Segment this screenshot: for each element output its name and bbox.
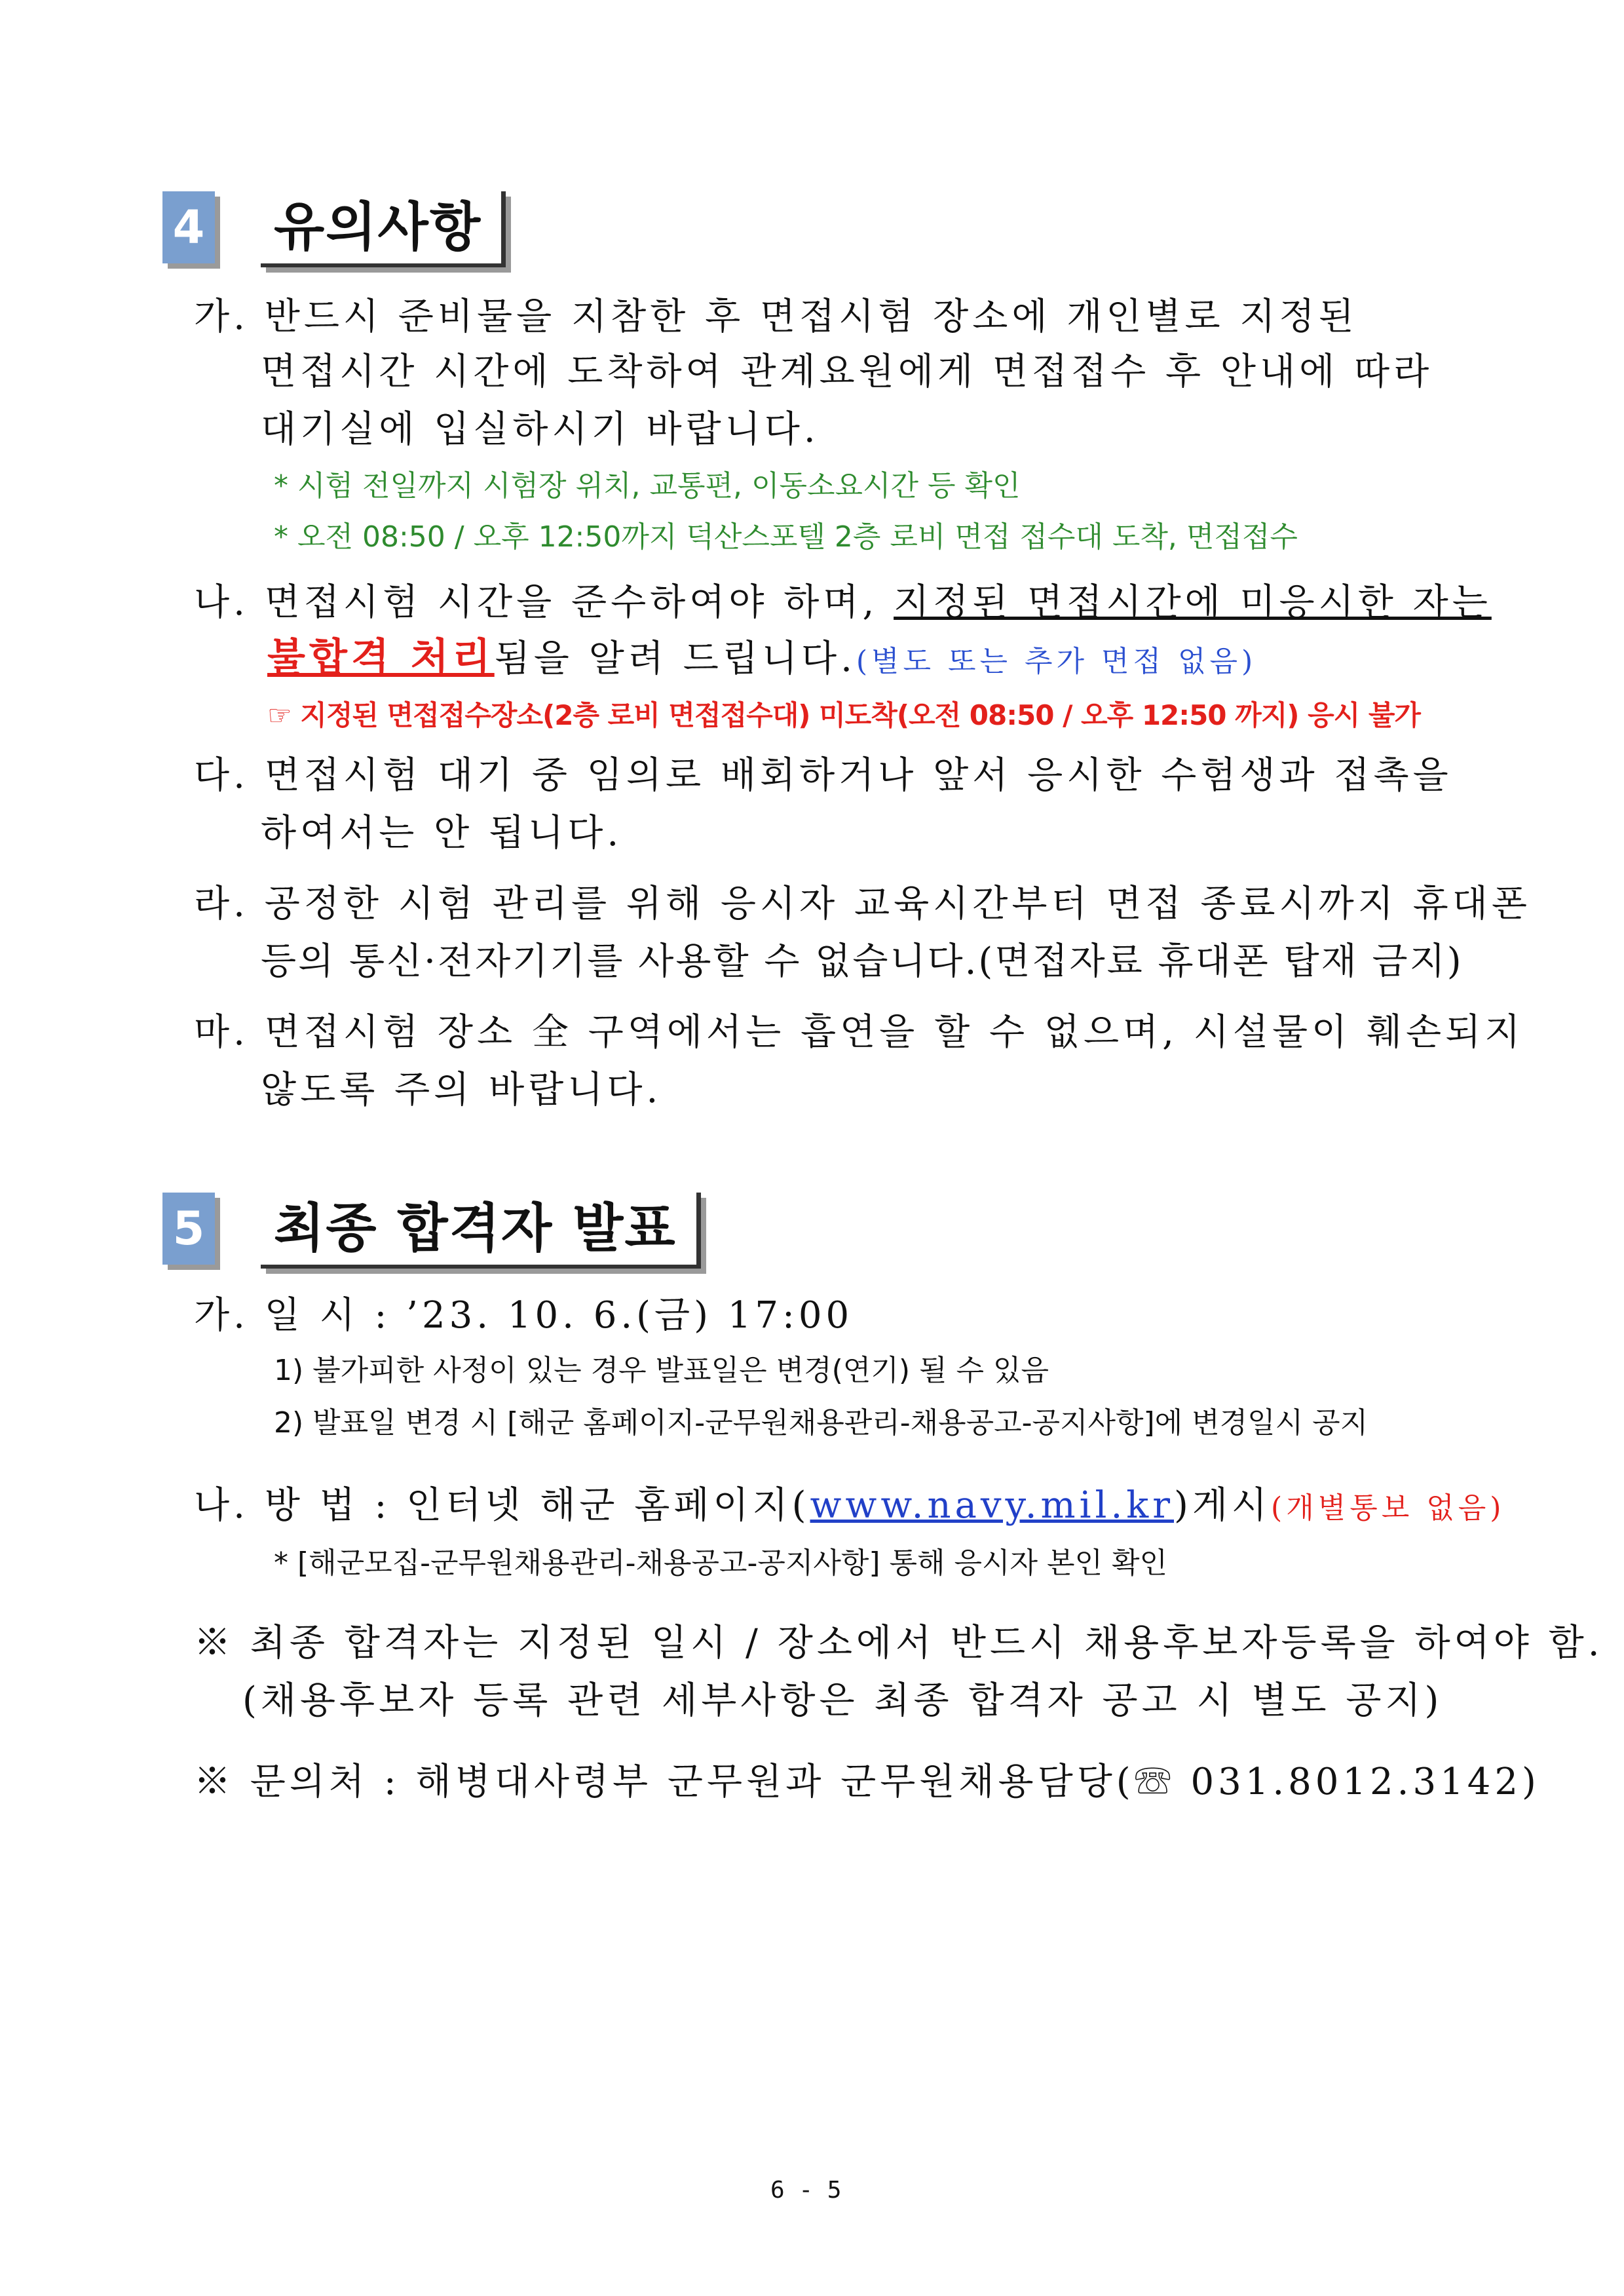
section-title: 최종 합격자 발표 (261, 1193, 701, 1269)
list-item (194, 1292, 853, 1339)
item-text: 방 법 : 인터넷 해군 홈페이지( (264, 1484, 810, 1527)
note-text: 1) 불가피한 사정이 있는 경우 발표일은 변경(연기) 될 수 있음 (274, 1354, 1049, 1387)
item-text: 면접시험 대기 중 임의로 배회하거나 앞서 응시한 수험생과 접촉을 (264, 754, 1452, 797)
item-text: 않도록 주의 바랍니다. (261, 1069, 662, 1111)
item-text: 됨을 알려 드립니다. (494, 638, 856, 680)
item-text: 등의 통신·전자기기를 사용할 수 없습니다.(면접자료 휴대폰 탑재 금지) (261, 940, 1463, 983)
item-text: 반드시 준비물을 지참한 후 면접시험 장소에 개인별로 지정된 (264, 296, 1358, 338)
remark-subtext: (채용후보자 등록 관련 세부사항은 최종 합격자 공고 시 별도 공지) (242, 1679, 1443, 1722)
note-text: * [해군모집-군무원채용관리-채용공고-공지사항] 통해 응시자 본인 확인 (274, 1546, 1168, 1580)
warning-text: ☞ 지정된 면접접수장소(2층 로비 면접접수대) 미도착(오전 08:50 / 오후 12:50 까지) 응시 불가 (267, 699, 1421, 731)
red-note: (개별통보 없음) (1271, 1491, 1505, 1525)
note-text: * 시험 전일까지 시험장 위치, 교통편, 이동소요시간 등 확인 (274, 469, 1021, 503)
item-marker: 나. (194, 1484, 249, 1527)
item-text (267, 634, 1256, 685)
note-text: * 오전 08:50 / 오후 12:50까지 덕산스포텔 2층 로비 면접 접수대 도착, 면접접수 (274, 520, 1298, 554)
item-marker: 나. (194, 581, 249, 624)
remark-text: ※ 최종 합격자는 지정된 일시 / 장소에서 반드시 채용후보자등록을 하여야 함. (194, 1622, 1604, 1664)
page-number: 6 - 5 (770, 2177, 842, 2204)
item-text: 면접시간 시간에 도착하여 관계요원에게 면접접수 후 안내에 따라 (261, 351, 1433, 393)
blue-note: (별도 또는 추가 면접 없음) (856, 645, 1257, 678)
item-text: )게시 (1173, 1484, 1272, 1527)
item-text: 하여서는 안 됩니다. (261, 812, 623, 854)
underlined-text: 지정된 면접시간에 미응시한 자는 (894, 581, 1492, 624)
list-item (194, 1009, 1524, 1056)
note-text: 2) 발표일 변경 시 [해군 홈페이지-군무원채용관리-채용공고-공지사항]에 변경일시 공지 (274, 1406, 1369, 1440)
contact-text: ※ 문의처 : 해병대사령부 군무원과 군무원채용담당(☏ 031.8012.3142) (194, 1761, 1540, 1803)
section-number-badge: 5 (162, 1193, 215, 1265)
item-text: 일 시 : ’23. 10. 6.(금) 17:00 (264, 1294, 854, 1337)
emphasis-red: 불합격 처리 (267, 635, 495, 681)
item-text: 면접시험 시간을 준수하여야 하며, (264, 581, 894, 624)
item-marker: 라. (194, 883, 249, 925)
list-item (194, 1482, 1505, 1532)
section-title: 유의사항 (261, 191, 506, 267)
item-marker: 가. (194, 1294, 249, 1337)
list-item (194, 881, 1531, 928)
website-link[interactable]: www.navy.mil.kr (810, 1484, 1174, 1527)
list-item (194, 752, 1452, 799)
item-text: 대기실에 입실하시기 바랍니다. (261, 408, 820, 451)
item-text: 공정한 시험 관리를 위해 응시자 교육시간부터 면접 종료시까지 휴대폰 (264, 883, 1531, 925)
list-item (194, 294, 1358, 341)
item-text: 면접시험 장소 全 구역에서는 흡연을 할 수 없으며, 시설물이 훼손되지 (264, 1011, 1524, 1054)
item-marker: 다. (194, 754, 249, 797)
list-item (194, 579, 1492, 626)
item-marker: 가. (194, 296, 249, 338)
section-number-badge: 4 (162, 191, 215, 263)
item-marker: 마. (194, 1011, 249, 1054)
